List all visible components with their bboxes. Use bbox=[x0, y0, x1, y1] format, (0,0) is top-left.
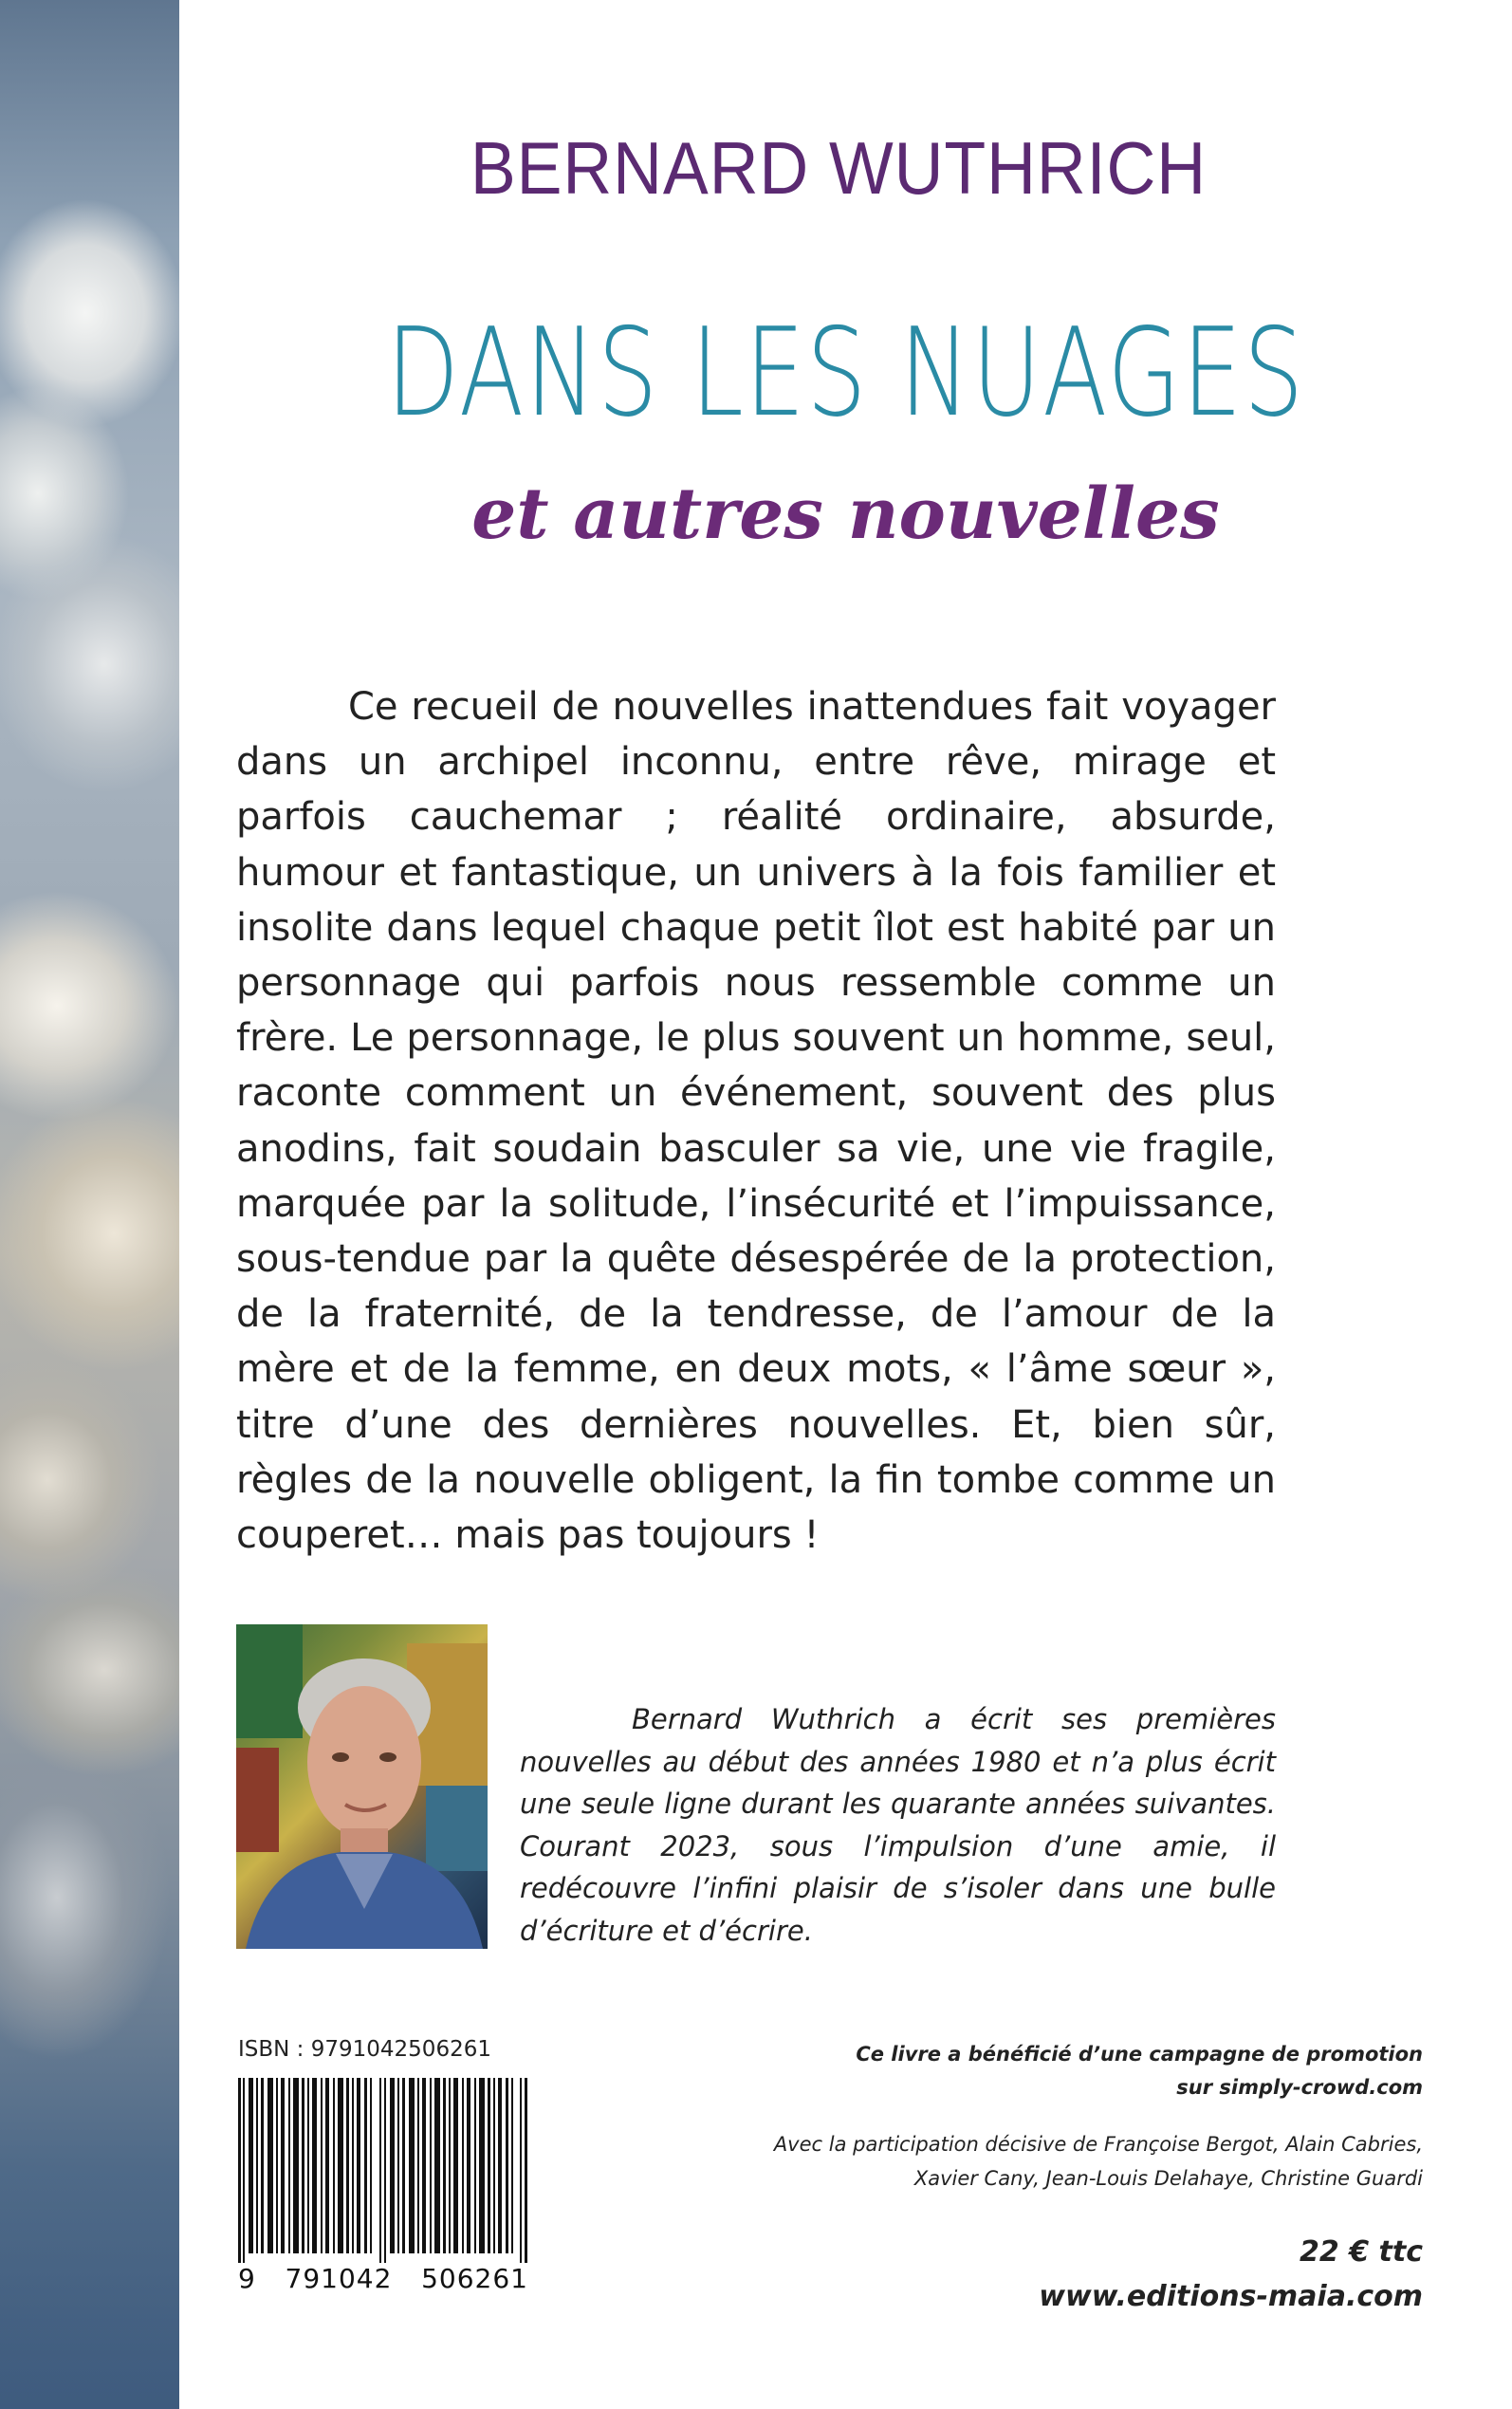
author-name: BERNARD WUTHRICH bbox=[470, 126, 1208, 210]
barcode-digits-right: 506261 bbox=[421, 2263, 528, 2294]
acknowledgements-line-1: Avec la participation décisive de Françoise Bergot, Alain Cabries, bbox=[773, 2133, 1423, 2156]
acknowledgements-line-2: Xavier Cany, Jean-Louis Delahaye, Christine Guardi bbox=[913, 2167, 1423, 2190]
acknowledgements bbox=[702, 2127, 1423, 2196]
author-bio: Bernard Wuthrich a écrit ses premières nouvelles au début des années 1980 et n’a plus écrit une seule ligne durant les quarante années suivantes. Courant 2023, sous l’impulsion d’une amie, il redécouvre l’infini plaisir de s’isoler dans une bulle d’écriture et d’écrire. bbox=[520, 1703, 1276, 1947]
book-price: 22 € ttc bbox=[1300, 2235, 1423, 2269]
barcode-image bbox=[238, 2078, 528, 2263]
isbn-label: ISBN : 9791042506261 bbox=[238, 2037, 491, 2062]
book-title: DANS LES NUAGES bbox=[386, 303, 1305, 444]
barcode-digits-left: 791042 bbox=[285, 2263, 393, 2294]
barcode-digit-lead: 9 bbox=[238, 2263, 256, 2294]
publisher-website: www.editions-maia.com bbox=[1039, 2280, 1423, 2313]
promotion-line-1: Ce livre a bénéficié d’une campagne de promotion bbox=[856, 2043, 1423, 2066]
sky-clouds-strip bbox=[0, 0, 179, 2409]
barcode-digits bbox=[238, 2263, 528, 2294]
book-blurb: Ce recueil de nouvelles inattendues fait voyager dans un archipel inconnu, entre rêve, mirage et parfois cauchemar ; réalité ordinaire, absurde, humour et fantastique, un univers à la fois familier et insolite dans lequel chaque petit îlot est habité par un personnage qui parfois nous ressemble comme un frère. Le personnage, le plus souvent un homme, seul, raconte comment un événement, souvent des plus anodins, fait soudain basculer sa vie, une vie fragile, marquée par la solitude, l’insécurité et l’impuissance, sous-tendue par la quête désespérée de la protection, de la fraternité, de la tendresse, de l’amour de la mère et de la femme, en deux mots, « l’âme sœur », titre d’une des dernières nouvelles. Et, bien sûr, règles de la nouvelle obligent, la fin tombe comme un couperet… mais pas toujours ! bbox=[236, 685, 1276, 1558]
author-photo bbox=[236, 1624, 488, 1949]
promotion-line-2: sur simply-crowd.com bbox=[1176, 2076, 1423, 2099]
promotion-note bbox=[759, 2038, 1423, 2104]
book-subtitle: et autres nouvelles bbox=[471, 473, 1220, 555]
